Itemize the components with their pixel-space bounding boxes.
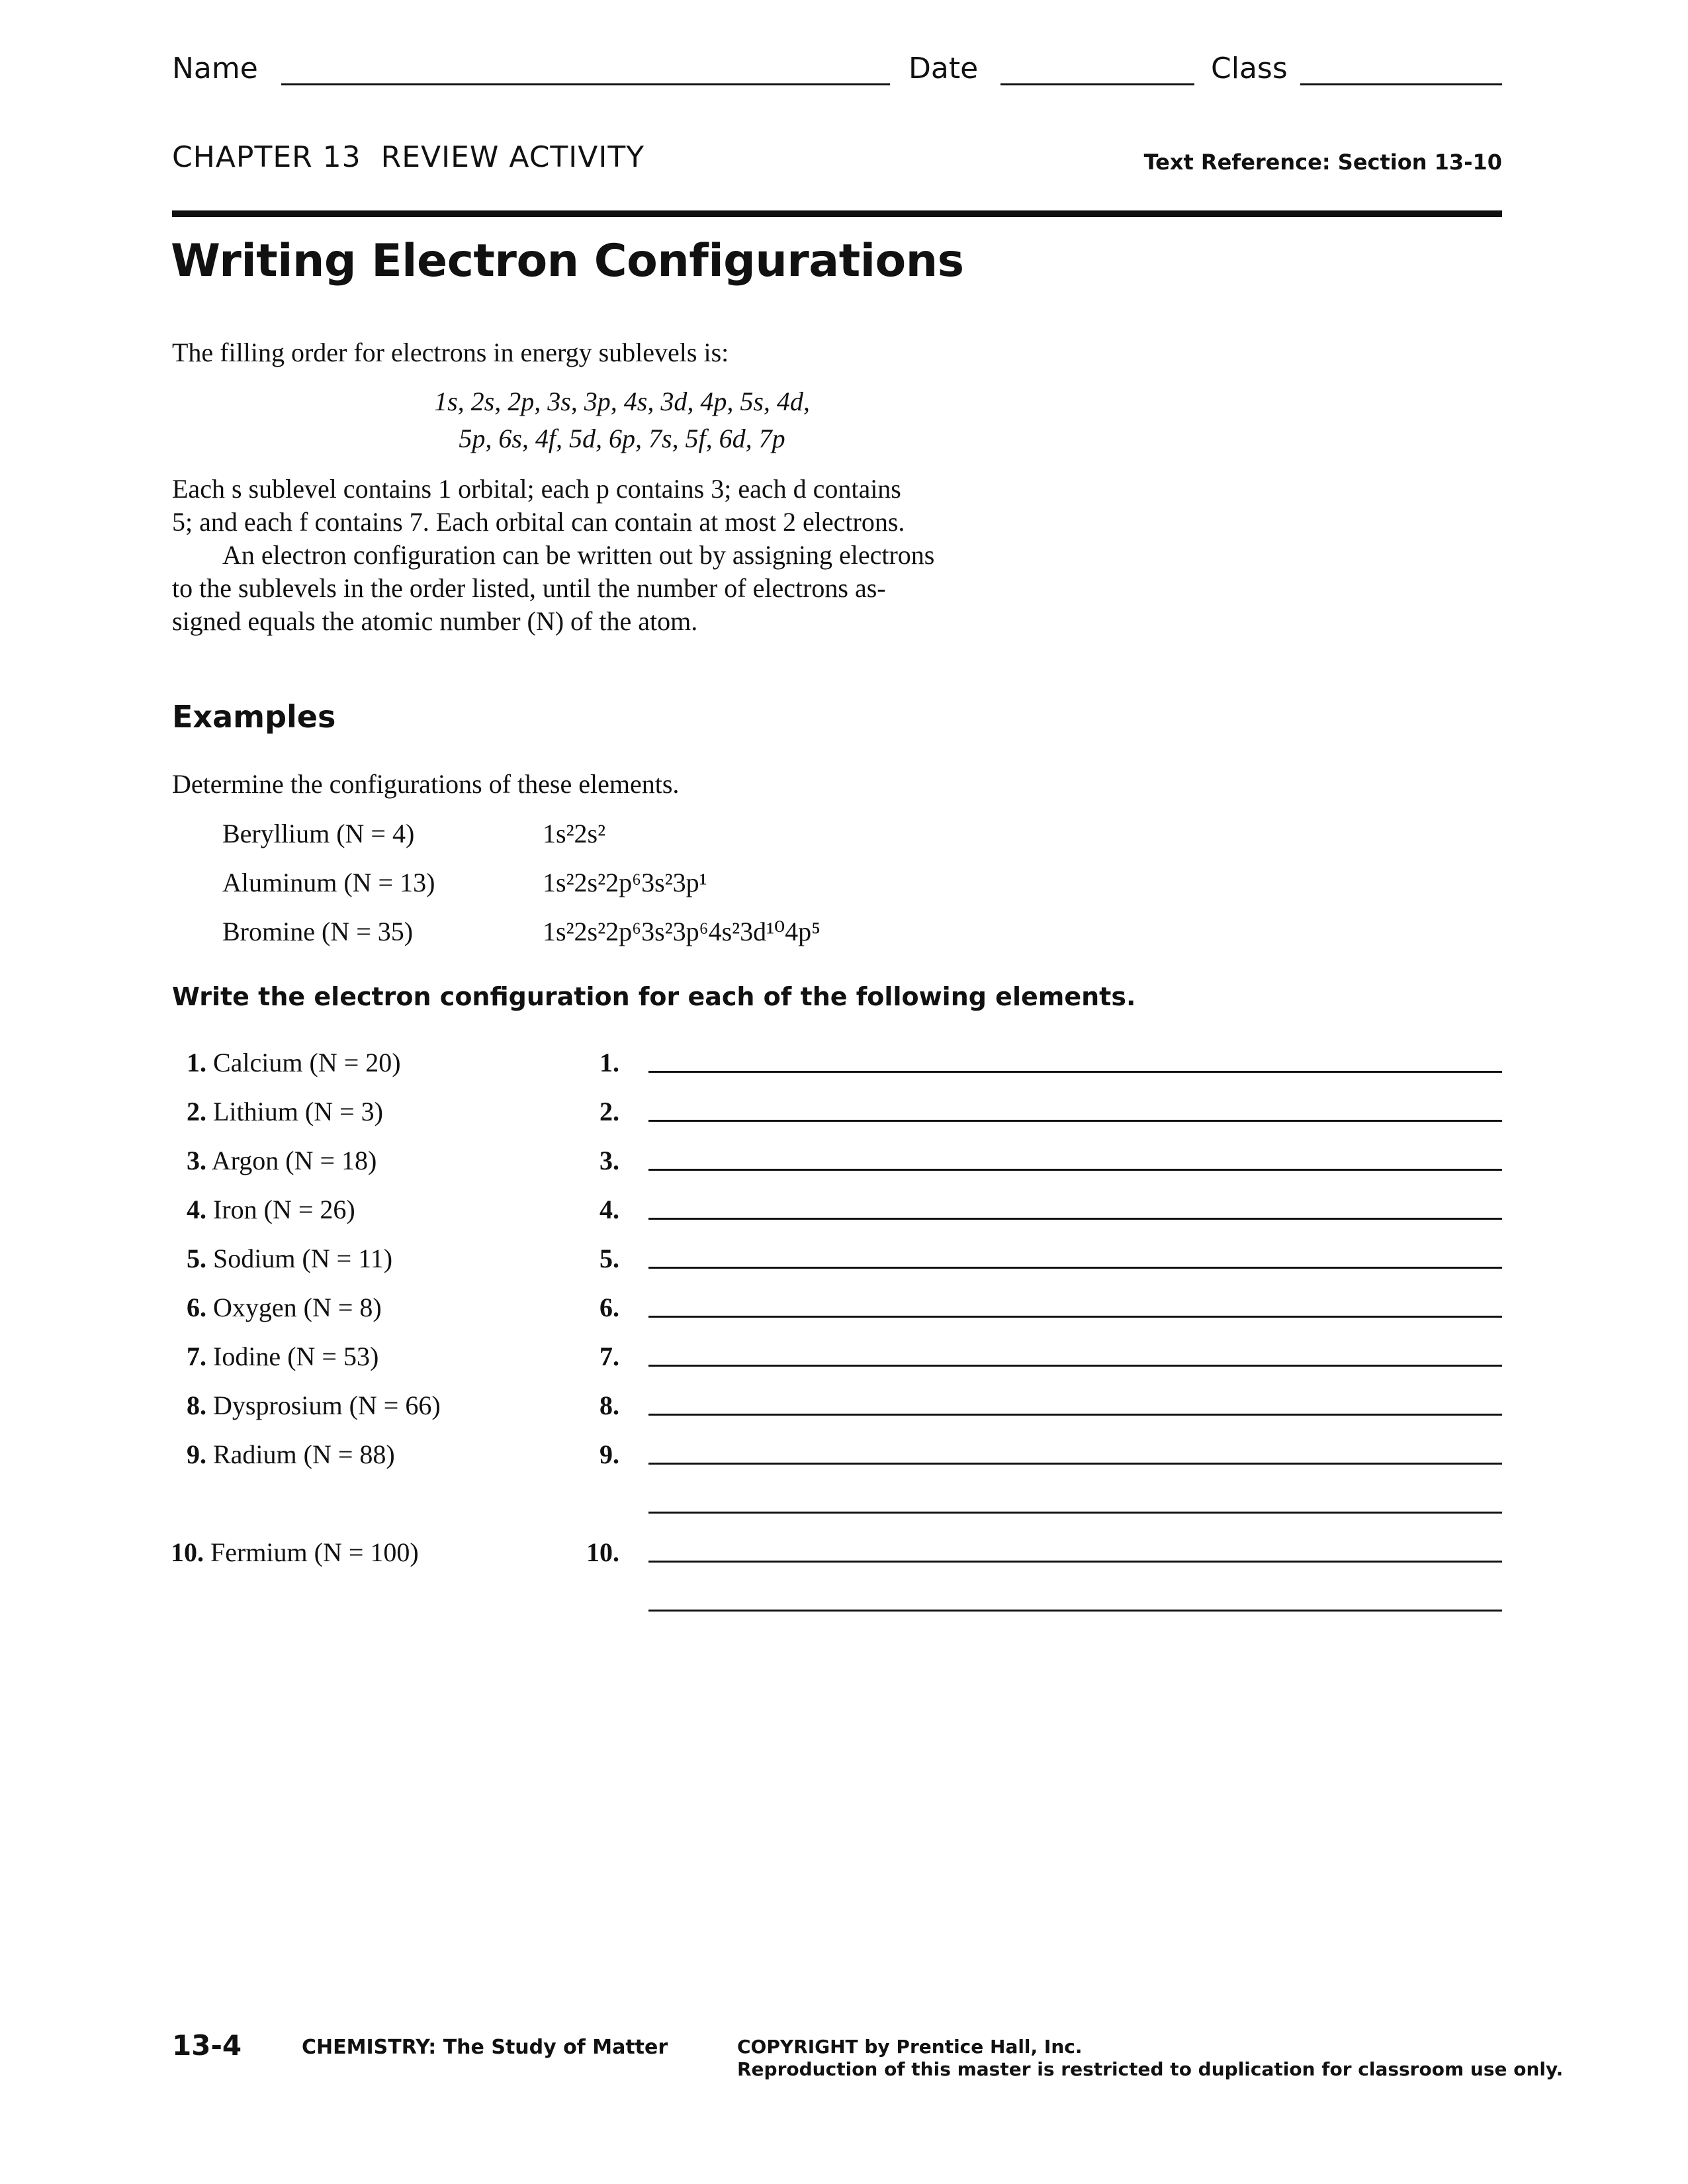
answer-number: 6. <box>600 1293 619 1322</box>
answer-line-9-continued[interactable] <box>648 1512 1502 1514</box>
page-number: 13-4 <box>172 2029 242 2062</box>
page-title: Writing Electron Configurations <box>171 235 964 287</box>
copyright-line-1: COPYRIGHT by Prentice Hall, Inc. <box>737 2036 1083 2058</box>
chapter-heading: CHAPTER 13 REVIEW ACTIVITY <box>172 140 645 174</box>
question-item: 2. Lithium (N = 3) <box>187 1097 383 1126</box>
text-reference: Text Reference: Section 13-10 <box>1143 150 1502 175</box>
answer-number: 9. <box>600 1439 619 1469</box>
answer-line-5[interactable] <box>648 1267 1502 1269</box>
class-field[interactable] <box>1300 83 1502 85</box>
answer-line-4[interactable] <box>648 1218 1502 1220</box>
example-element: Aluminum (N = 13) <box>222 868 435 897</box>
intro-lead: The filling order for electrons in energy sublevels is: <box>172 338 729 367</box>
name-field[interactable] <box>281 83 890 85</box>
answer-line-1[interactable] <box>648 1071 1502 1073</box>
answer-line-10-continued[interactable] <box>648 1610 1502 1612</box>
example-config: 1s²2s² <box>543 819 606 848</box>
question-item: 8. Dysprosium (N = 66) <box>187 1390 441 1420</box>
question-item: 7. Iodine (N = 53) <box>187 1342 379 1371</box>
question-item: 1. Calcium (N = 20) <box>187 1048 401 1077</box>
answer-number: 5. <box>600 1244 619 1273</box>
filling-order-line-2: 5p, 6s, 4f, 5d, 6p, 7s, 5f, 6d, 7p <box>459 424 785 453</box>
copyright-line-2: Reproduction of this master is restricted to duplication for classroom use only. <box>737 2058 1564 2080</box>
question-item: 3. Argon (N = 18) <box>187 1146 377 1175</box>
question-item: 9. Radium (N = 88) <box>187 1439 395 1469</box>
example-element: Beryllium (N = 4) <box>222 819 415 848</box>
example-config: 1s²2s²2p⁶3s²3p¹ <box>543 868 707 897</box>
date-label: Date <box>909 52 979 85</box>
question-item: 4. Iron (N = 26) <box>187 1195 355 1224</box>
example-element: Bromine (N = 35) <box>222 917 414 946</box>
answer-number: 8. <box>600 1390 619 1420</box>
example-config: 1s²2s²2p⁶3s²3p⁶4s²3d¹⁰4p⁵ <box>543 917 821 946</box>
answer-line-2[interactable] <box>648 1120 1502 1122</box>
examples-heading: Examples <box>172 699 336 735</box>
answer-number: 1. <box>600 1048 619 1077</box>
answer-number: 4. <box>600 1195 619 1224</box>
exercise-instruction: Write the electron configuration for each of the following elements. <box>172 982 1136 1011</box>
orbital-para-line-2: 5; and each f contains 7. Each orbital can contain at most 2 electrons. <box>172 507 905 537</box>
question-item: 10. Fermium (N = 100) <box>171 1537 419 1567</box>
question-item: 6. Oxygen (N = 8) <box>187 1293 382 1322</box>
filling-order-line-1: 1s, 2s, 2p, 3s, 3p, 4s, 3d, 4p, 5s, 4d, <box>434 387 810 416</box>
name-label: Name <box>172 52 258 85</box>
answer-line-9[interactable] <box>648 1463 1502 1465</box>
config-para-line-1: An electron configuration can be written out by assigning electrons <box>222 540 935 570</box>
book-title: CHEMISTRY: The Study of Matter <box>302 2036 668 2059</box>
answer-line-3[interactable] <box>648 1169 1502 1171</box>
answer-number: 3. <box>600 1146 619 1175</box>
config-para-line-2: to the sublevels in the order listed, until the number of electrons as- <box>172 573 886 603</box>
config-para-line-3: signed equals the atomic number (N) of the atom. <box>172 606 698 636</box>
answer-number: 2. <box>600 1097 619 1126</box>
answer-line-6[interactable] <box>648 1316 1502 1318</box>
orbital-para-line-1: Each s sublevel contains 1 orbital; each p contains 3; each d contains <box>172 474 901 504</box>
answer-number: 10. <box>586 1537 619 1567</box>
examples-prompt: Determine the configurations of these elements. <box>172 769 680 799</box>
question-item: 5. Sodium (N = 11) <box>187 1244 393 1273</box>
answer-line-10[interactable] <box>648 1561 1502 1563</box>
date-field[interactable] <box>1000 83 1194 85</box>
answer-line-7[interactable] <box>648 1365 1502 1367</box>
header-rule <box>172 210 1502 217</box>
answer-line-8[interactable] <box>648 1414 1502 1416</box>
class-label: Class <box>1211 52 1288 85</box>
answer-number: 7. <box>600 1342 619 1371</box>
